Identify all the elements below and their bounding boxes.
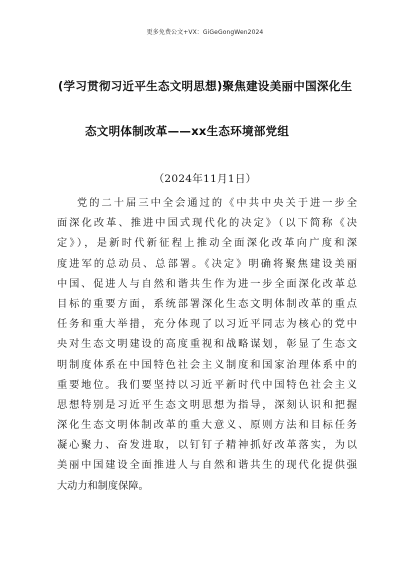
document-title-line-2: 态文明体制改革——xx生态环境部党组	[85, 124, 290, 138]
body-line: 中国、促进人与自然和谐共生作为进一步全面深化改革总	[57, 278, 357, 290]
body-line: 任务和重大举措，充分体现了以习近平同志为核心的党中	[57, 319, 357, 331]
body-line: 大动力和制度保障。	[57, 480, 149, 492]
document-title-line-1: (学习贯彻习近平生态文明思想)聚焦建设美丽中国深化生	[58, 79, 353, 93]
body-line: 凝心聚力、奋发进取，以钉钉子精神抓好改革落实，为以	[57, 440, 357, 452]
body-line: 美丽中国建设全面推进人与自然和谐共生的现代化提供强	[57, 460, 357, 472]
document-date: （2024年11月1日）	[153, 173, 257, 185]
document-body	[57, 194, 357, 497]
body-line: 定》），是新时代新征程上推动全面深化改革向广度和深	[57, 238, 357, 250]
body-line: 深化生态文明体制改革的重大意义、原则方法和目标任务	[57, 420, 357, 432]
body-line: 度进军的总动员、总部署。《决定》明确将聚焦建设美丽	[57, 258, 357, 270]
body-line: 央对生态文明建设的高度重视和战略谋划，彰显了生态文	[57, 339, 357, 351]
body-line: 思想特别是习近平生态文明思想为指导，深刻认识和把握	[57, 399, 357, 411]
header-note: 更多免费公文+VX：GiGeGongWen2024	[146, 29, 264, 36]
body-line: 目标的重要方面，系统部署深化生态文明体制改革的重点	[57, 298, 357, 310]
body-line: 党的二十届三中全会通过的《中共中央关于进一步全	[77, 198, 357, 209]
body-line: 面深化改革、推进中国式现代化的决定》（以下简称《决	[57, 218, 357, 230]
body-line: 重要地位。我们要坚持以习近平新时代中国特色社会主义	[57, 379, 357, 391]
body-line: 明制度体系在中国特色社会主义制度和国家治理体系中的	[57, 359, 357, 371]
